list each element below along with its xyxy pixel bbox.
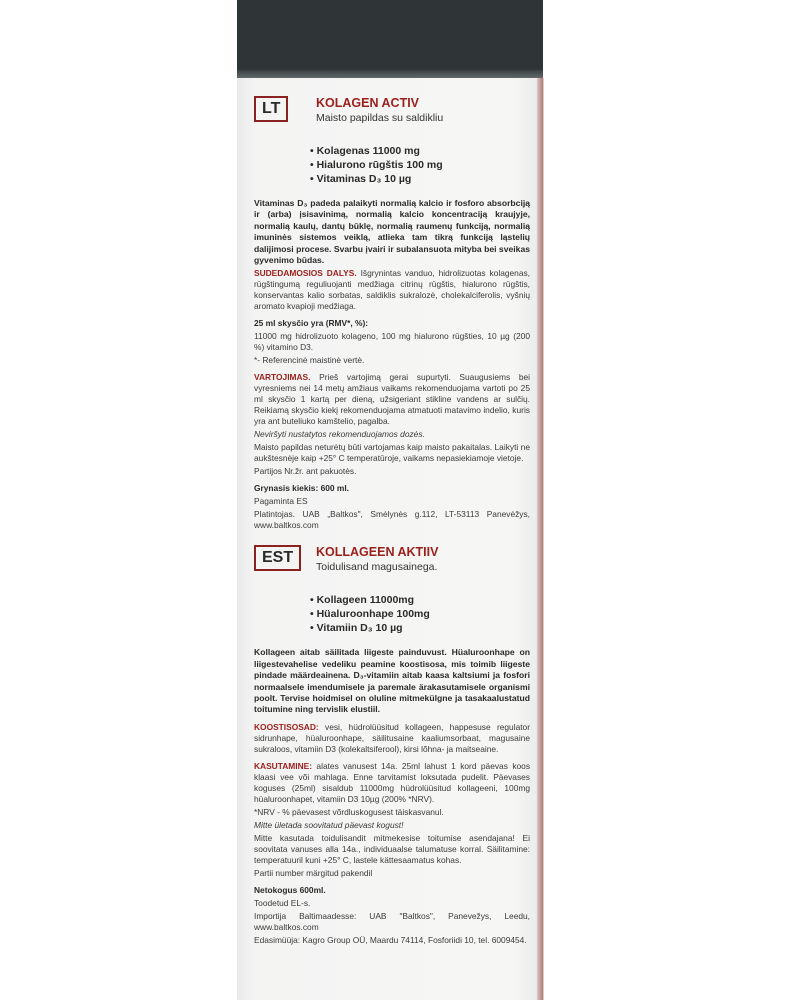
est-warning: Mitte ületada soovitatud päevast kogust! [254, 819, 404, 830]
est-intro: Kollageen aitab säilitada liigeste painduvust. Hüaluroonhape on liigestevahelise vedeliku peamine koostisosa, mis toimib liigeste pindade määrdeainena. D₃-vitamiin aitab kaasa kaltsiumi ja fosfori normaalsele imendumisele ja paremale ärakasutamisele organismi poolt. Tervise hoidmisel on oluline mitmekülgne ja tasakaalustatud toitumine ning tervislik elustiil. [254, 647, 530, 715]
lt-bullet: • Vitaminas D₃ 10 µg [310, 172, 530, 186]
est-usage [254, 761, 530, 805]
lt-ingredients-text: Išgrynintas vanduo, hidrolizuotas kolagenas, rūgštingumą reguliuojanti medžiaga citrinų rūgštis, hialurono rūgštis, konservantas kalio sorbatas, saldiklis sukralozė, cholekalciferolis, vyšnių aromato kvapioji medžiaga. [254, 268, 531, 312]
lt-made-in: Pagaminta ES [254, 496, 308, 507]
lt-intro: Vitaminas D₃ padeda palaikyti normalią kalcio ir fosforo absorbciją ir (arba) įsisavinimą, normalią kalcio koncentraciją kraujyje, normalią kaulų, dantų būklę, normalią raumenų funkciją, normalią imuninės sistemos veiklą, atlieka tam tikrą funkciją ląstelių dalijimosi procese. Svarbu įvairi ir subalansuota mityba bei sveikas gyvenimo būdas. [254, 198, 530, 266]
lt-ingredients-label: SUDEDAMOSIOS DALYS. [254, 268, 357, 279]
est-bullet: • Kollageen 11000mg [310, 593, 530, 607]
est-seller: Edasimüüja: Kagro Group OÜ, Maardu 74114, Fosforiidi 10, tel. 6009454. [254, 934, 527, 945]
est-language-code: EST [254, 545, 301, 571]
package-red-edge [537, 78, 543, 1000]
lt-header [254, 92, 530, 138]
est-product-subtitle: Toidulisand magusainega. [316, 561, 438, 574]
est-net-quantity: Netokogus 600ml. [254, 884, 326, 895]
lt-ingredients [254, 268, 530, 312]
lt-language-code: LT [254, 96, 288, 122]
est-product-title: KOLLAGEEN AKTIIV [316, 545, 439, 560]
est-ingredients [254, 722, 530, 755]
lt-batch: Partijos Nr.žr. ant pakuotės. [254, 466, 357, 477]
est-importer: Importija Baltimaadesse: UAB "Baltkos", Panevežys, Leedu, www.baltkos.com [254, 910, 530, 932]
lt-per-serving-text: 11000 mg hidrolizuoto kolageno, 100 mg hialurono rūgšties, 10 µg (200 %) vitamino D3. [254, 331, 530, 353]
lt-storage: Maisto papildas neturėtų būti vartojamas kaip maisto pakaitalas. Laikyti ne aukštesnėje kaip +25° C temperatūroje, vaikams nepasiekiamoje vietoje. [254, 442, 530, 464]
est-header [254, 541, 530, 587]
lt-usage [254, 372, 530, 427]
label-content [254, 92, 530, 946]
est-bullets [310, 593, 530, 635]
lt-net-quantity: Grynasis kiekis: 600 ml. [254, 483, 349, 494]
lt-bullet: • Kolagenas 11000 mg [310, 144, 530, 158]
lt-bullet: • Hialurono rūgštis 100 mg [310, 158, 530, 172]
lt-distributor: Platintojas. UAB „Baltkos", Smėlynės g.112, LT-53113 Panevėžys, www.baltkos.com [254, 509, 530, 531]
lt-product-title: KOLAGEN ACTIV [316, 96, 420, 110]
lt-bullets [310, 144, 530, 186]
est-batch: Partii number märgitud pakendil [254, 867, 373, 878]
est-usage-label: KASUTAMINE: [254, 760, 312, 771]
lt-usage-text: Prieš vartojimą gerai supurtyti. Suaugusiems bei vyresniems nei 14 metų amžiaus vaikams rekomenduojama vartoti po 25 ml skysčio 1 kartą per dieną, užsigeriant stikline vandens ar sulčių. Reikiamą skysčio kiekį rekomenduojama atmatuoti matavimo indelio, kuris yra ant buteliuko kamštelio, pagalba. [254, 372, 531, 427]
est-made-in: Toodetud EL-s. [254, 897, 311, 908]
est-ingredients-label: KOOSTISOSAD: [254, 721, 319, 732]
est-bullet: • Vitamiin D₃ 10 µg [310, 621, 530, 635]
lt-rmv-note: *- Referencinė maistinė vertė. [254, 355, 365, 366]
est-usage-text: alates vanusest 14a. 25ml lahust 1 kord päevas koos klaasi vee või mahlaga. Enne tarvitamist loksutada pudelit. Päevases koguses (25ml) sisaldub 11000mg hüdrolüüsitud kollageeni, 100mg hüaluroonhapet, vitamiin D3 10µg (200% *NRV). [254, 760, 531, 804]
box-top-lid [237, 0, 543, 78]
lt-warning: Neviršyti nustatytos rekomenduojamos dozės. [254, 429, 425, 440]
lt-product-subtitle: Maisto papildas su saldikliu [316, 112, 444, 124]
est-ingredients-text: vesi, hüdrolüüsitud kollageen, happesuse regulator sidrunhape, hüaluroonhape, säilitusaine kaaliumsorbaat, magusaine sukraloos, vitamiin D3 (kolekaltsiferool), kirsi lõhna- ja maitseaine. [254, 721, 531, 754]
lt-usage-label: VARTOJIMAS. [254, 372, 311, 383]
est-bullet: • Hüaluroonhape 100mg [310, 607, 530, 621]
est-storage: Mitte kasutada toidulisandit mitmekesise toitumise asendajana! Ei soovitata vanuses alla 14a., individuaalse talumatuse korral. Säilitamine: temperatuuril kuni +25° C, lastele kättesaamatus kohas. [254, 832, 530, 865]
lt-per-serving: 25 ml skysčio yra (RMV*, %): [254, 318, 369, 329]
est-nrv-note: *NRV - % päevasest võrdluskogusest täiskasvanul. [254, 806, 444, 817]
